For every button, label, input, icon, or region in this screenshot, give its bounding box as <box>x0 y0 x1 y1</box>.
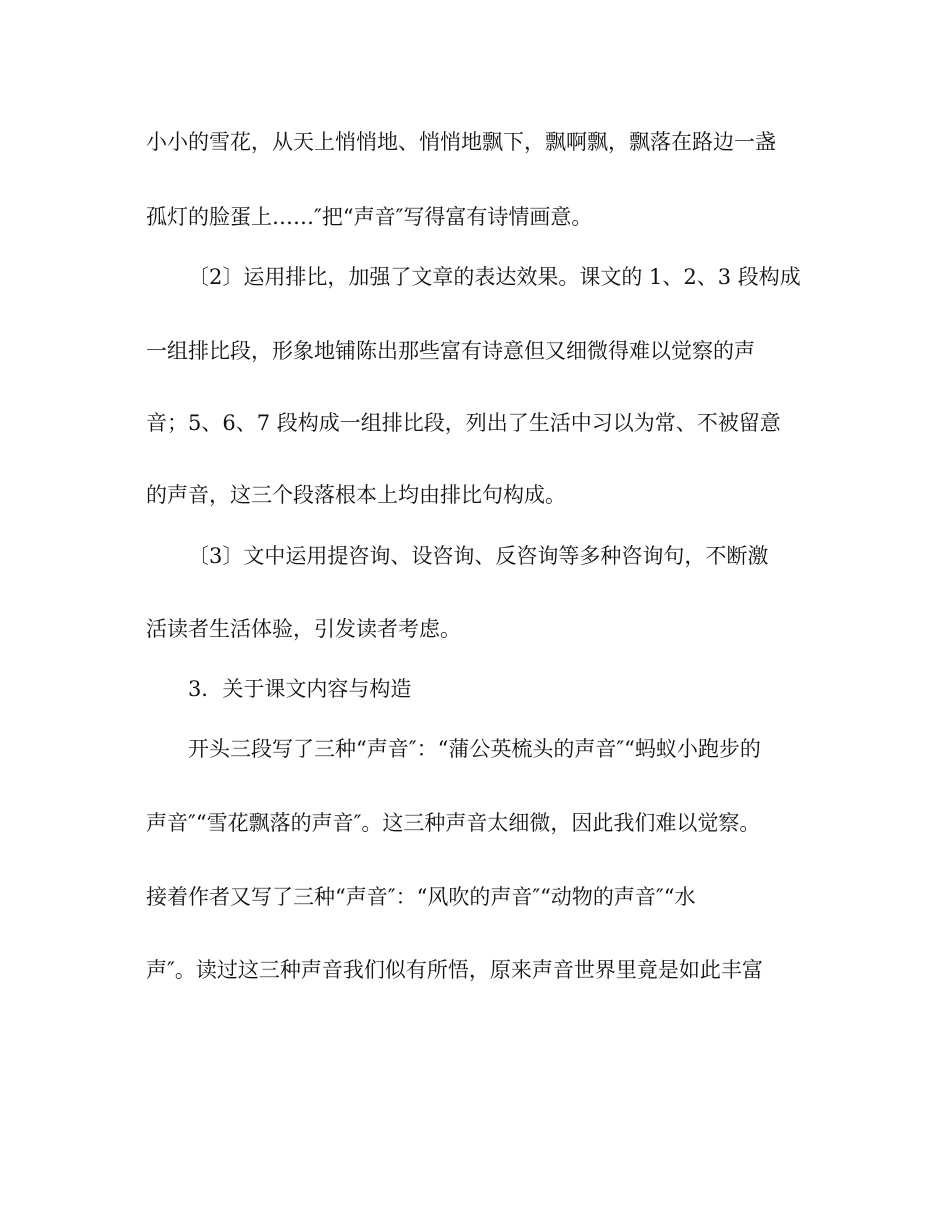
section-heading: 3．关于课文内容与构造 <box>188 677 412 701</box>
text-line-11: 声音″“雪花飘落的声音″。这三种声音太细微，因此我们难以觉察。 <box>146 811 761 835</box>
text-line-12: 接着作者又写了三种“声音″：“风吹的声音″“动物的声音″“水 <box>146 885 696 909</box>
text-line-10: 开头三段写了三种“声音″：“蒲公英梳头的声音″“蚂蚁小跑步的 <box>188 737 761 761</box>
text-line-2: 孤灯的脸蛋上……″把“声音″写得富有诗情画意。 <box>146 205 593 229</box>
text-line-8: 活读者生活体验，引发读者考虑。 <box>146 617 461 641</box>
text-line-1: 小小的雪花，从天上悄悄地、悄悄地飘下，飘啊飘，飘落在路边一盏 <box>146 130 776 154</box>
text-line-7: 〔3〕文中运用提咨询、设咨询、反咨询等多种咨询句，不断激 <box>188 544 769 568</box>
text-line-13: 声″。读过这三种声音我们似有所悟，原来声音世界里竟是如此丰富 <box>146 958 763 982</box>
text-line-4: 一组排比段，形象地铺陈出那些富有诗意但又细微得难以觉察的声 <box>146 339 755 363</box>
text-line-6: 的声音，这三个段落根本上均由排比句构成。 <box>146 483 566 507</box>
text-line-3: 〔2〕运用排比，加强了文章的表达效果。课文的 1、2、3 段构成 <box>188 265 801 289</box>
text-line-5: 音；5、6、7 段构成一组排比段，列出了生活中习以为常、不被留意 <box>146 411 781 435</box>
